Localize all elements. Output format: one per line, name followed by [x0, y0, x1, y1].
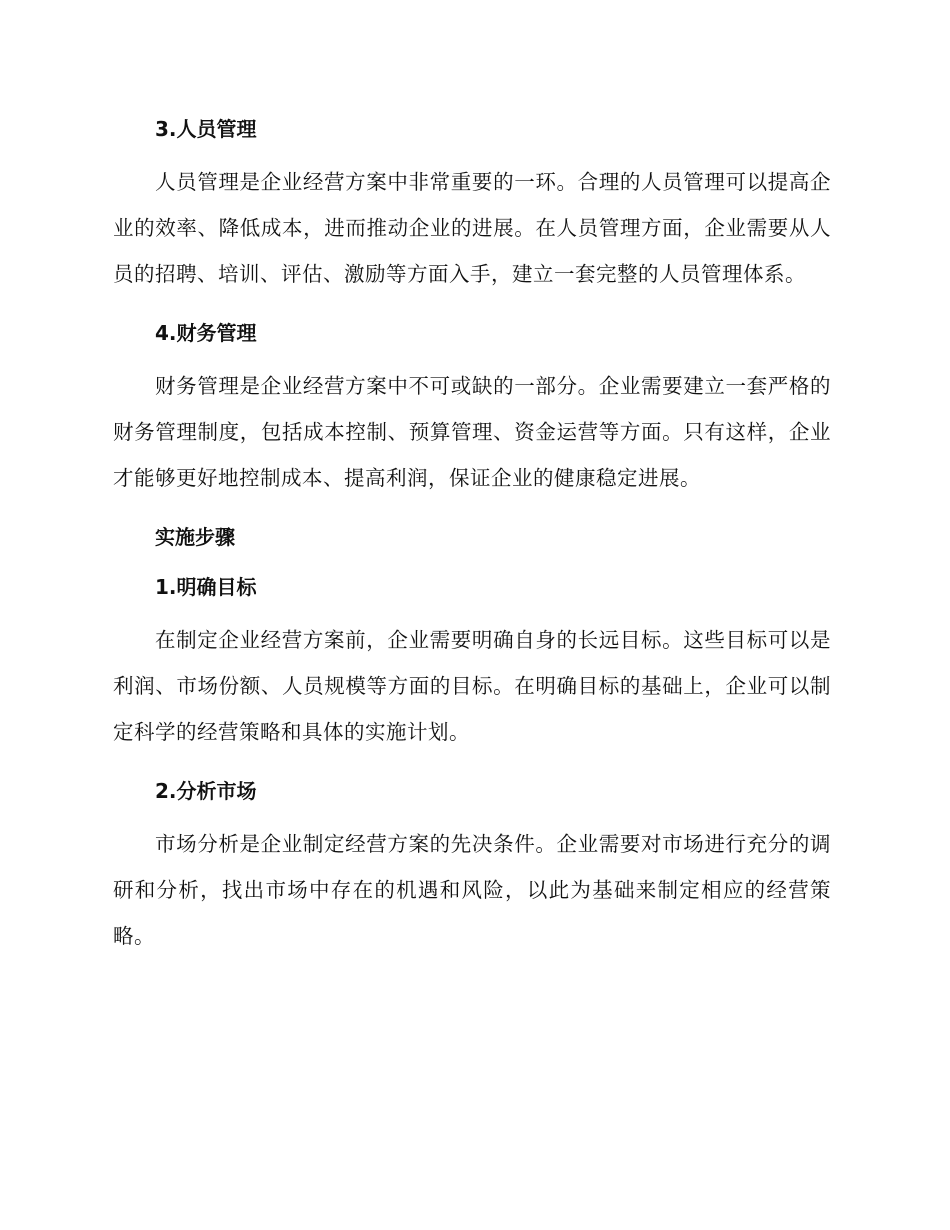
section-heading: 3.人员管理: [155, 117, 257, 141]
section-heading: 1.明确目标: [155, 575, 257, 599]
section-heading: 2.分析市场: [155, 779, 257, 803]
section-paragraph: 人员管理是企业经营方案中非常重要的一环。合理的人员管理可以提高企业的效率、降低成本，进而推动企业的进展。在人员管理方面，企业需要从人员的招聘、培训、评估、激励等方面入手，建立一套完整的人员管理体系。: [113, 170, 831, 286]
section-paragraph: 在制定企业经营方案前，企业需要明确自身的长远目标。这些目标可以是利润、市场份额、人员规模等方面的目标。在明确目标的基础上，企业可以制定科学的经营策略和具体的实施计划。: [113, 628, 831, 744]
section-paragraph: 财务管理是企业经营方案中不可或缺的一部分。企业需要建立一套严格的财务管理制度，包括成本控制、预算管理、资金运营等方面。只有这样，企业才能够更好地控制成本、提高利润，保证企业的健康稳定进展。: [113, 374, 831, 490]
section-heading: 4.财务管理: [155, 321, 257, 345]
document-body: [113, 109, 831, 975]
section-paragraph: 市场分析是企业制定经营方案的先决条件。企业需要对市场进行充分的调研和分析，找出市场中存在的机遇和风险，以此为基础来制定相应的经营策略。: [113, 832, 831, 948]
chapter-heading: 实施步骤: [155, 525, 235, 549]
